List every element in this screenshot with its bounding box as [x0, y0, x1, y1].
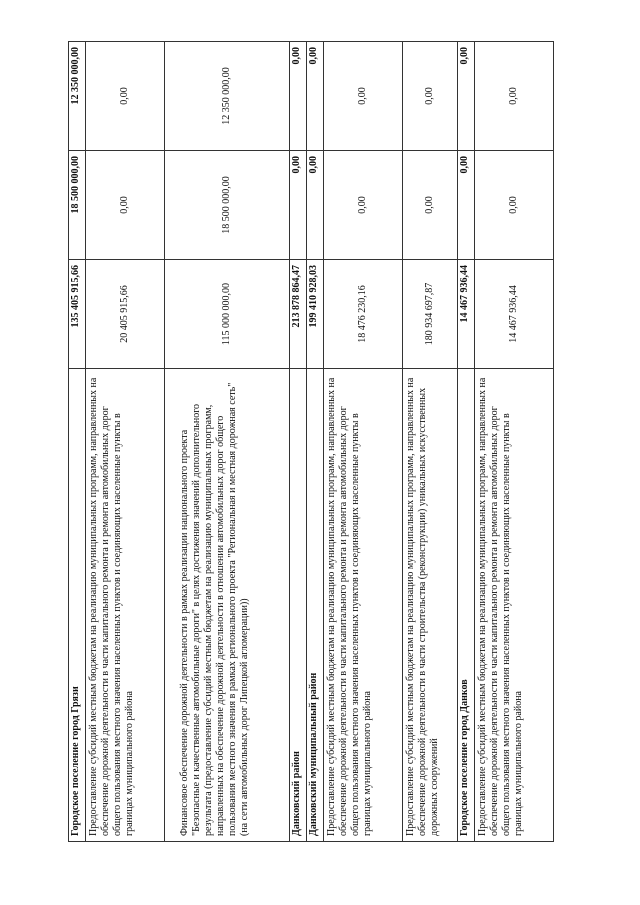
row-amount-1: 14 467 936,44	[475, 260, 554, 369]
row-amount-1: 213 878 864,47	[290, 260, 307, 369]
table-row-program	[86, 42, 165, 842]
row-amount-2: 0,00	[475, 151, 554, 260]
row-description: Городское поселение город Грязи	[69, 369, 86, 842]
row-amount-1: 20 405 915,66	[86, 260, 165, 369]
rotated-page	[68, 42, 583, 842]
row-amount-2: 18 500 000,00	[165, 151, 290, 260]
table-row-program	[475, 42, 554, 842]
budget-table-body	[69, 42, 554, 842]
row-amount-3: 0,00	[475, 42, 554, 151]
row-amount-1: 14 467 936,44	[458, 260, 475, 369]
row-amount-1: 180 934 697,87	[403, 260, 458, 369]
row-amount-2: 0,00	[403, 151, 458, 260]
row-amount-3: 0,00	[458, 42, 475, 151]
row-amount-2: 0,00	[324, 151, 403, 260]
row-description: Городское поселение город Данков	[458, 369, 475, 842]
row-amount-1: 115 000 000,00	[165, 260, 290, 369]
row-amount-2: 0,00	[290, 151, 307, 260]
row-amount-3: 0,00	[324, 42, 403, 151]
row-description: Предоставление субсидий местным бюджетам на реализацию муниципальных программ, направленных на обеспечение дорожной деятельности в части строительства (реконструкции) уникальных искусственных дорожных сооружений	[403, 369, 458, 842]
row-amount-2: 0,00	[458, 151, 475, 260]
row-amount-2: 0,00	[307, 151, 324, 260]
row-description: Предоставление субсидий местным бюджетам на реализацию муниципальных программ, направленных на обеспечение дорожной деятельности в части капитального ремонта и ремонта автомобильных дорог общего пользования местного значения населенных пунктов и соединяющих населенные пункты в границах муниципального района	[324, 369, 403, 842]
table-row-program	[403, 42, 458, 842]
row-amount-2: 0,00	[86, 151, 165, 260]
table-row-program	[324, 42, 403, 842]
row-amount-3: 0,00	[403, 42, 458, 151]
table-row-program	[165, 42, 290, 842]
row-description: Предоставление субсидий местным бюджетам на реализацию муниципальных программ, направленных на обеспечение дорожной деятельности в части капитального ремонта и ремонта автомобильных дорог общего пользования местного значения населенных пунктов и соединяющих населенные пункты в границах муниципального района	[86, 369, 165, 842]
row-amount-3: 0,00	[307, 42, 324, 151]
row-amount-3: 0,00	[290, 42, 307, 151]
row-description: Данковский район	[290, 369, 307, 842]
row-amount-1: 18 476 230,16	[324, 260, 403, 369]
row-amount-2: 18 500 000,00	[69, 151, 86, 260]
row-amount-1: 135 405 915,66	[69, 260, 86, 369]
table-row-municipality	[69, 42, 86, 842]
row-description: Предоставление субсидий местным бюджетам на реализацию муниципальных программ, направленных на обеспечение дорожной деятельности в части капитального ремонта и ремонта автомобильных дорог общего пользования местного значения населенных пунктов и соединяющих населенные пункты в границах муниципального района	[475, 369, 554, 842]
table-row-municipality	[290, 42, 307, 842]
row-description: Данковский муниципальный район	[307, 369, 324, 842]
row-description: Финансовое обеспечение дорожной деятельности в рамках реализации национального проекта "Безопасные и качественные автомобильные дороги" в целях достижения значений дополнительного результата (предоставление субсидий местным бюджетам на реализацию муниципальных программ, направленных на обеспечение дорожной деятельности в отношении автомобильных дорог общего пользования местного значения в рамках регионального проекта "Региональная и местная дорожная сеть" (на сети автомобильных дорог Липецкой агломерации))	[165, 369, 290, 842]
row-amount-3: 12 350 000,00	[69, 42, 86, 151]
table-row-municipality	[458, 42, 475, 842]
budget-table	[68, 41, 554, 842]
row-amount-3: 0,00	[86, 42, 165, 151]
row-amount-1: 199 410 928,03	[307, 260, 324, 369]
row-amount-3: 12 350 000,00	[165, 42, 290, 151]
table-row-municipality	[307, 42, 324, 842]
